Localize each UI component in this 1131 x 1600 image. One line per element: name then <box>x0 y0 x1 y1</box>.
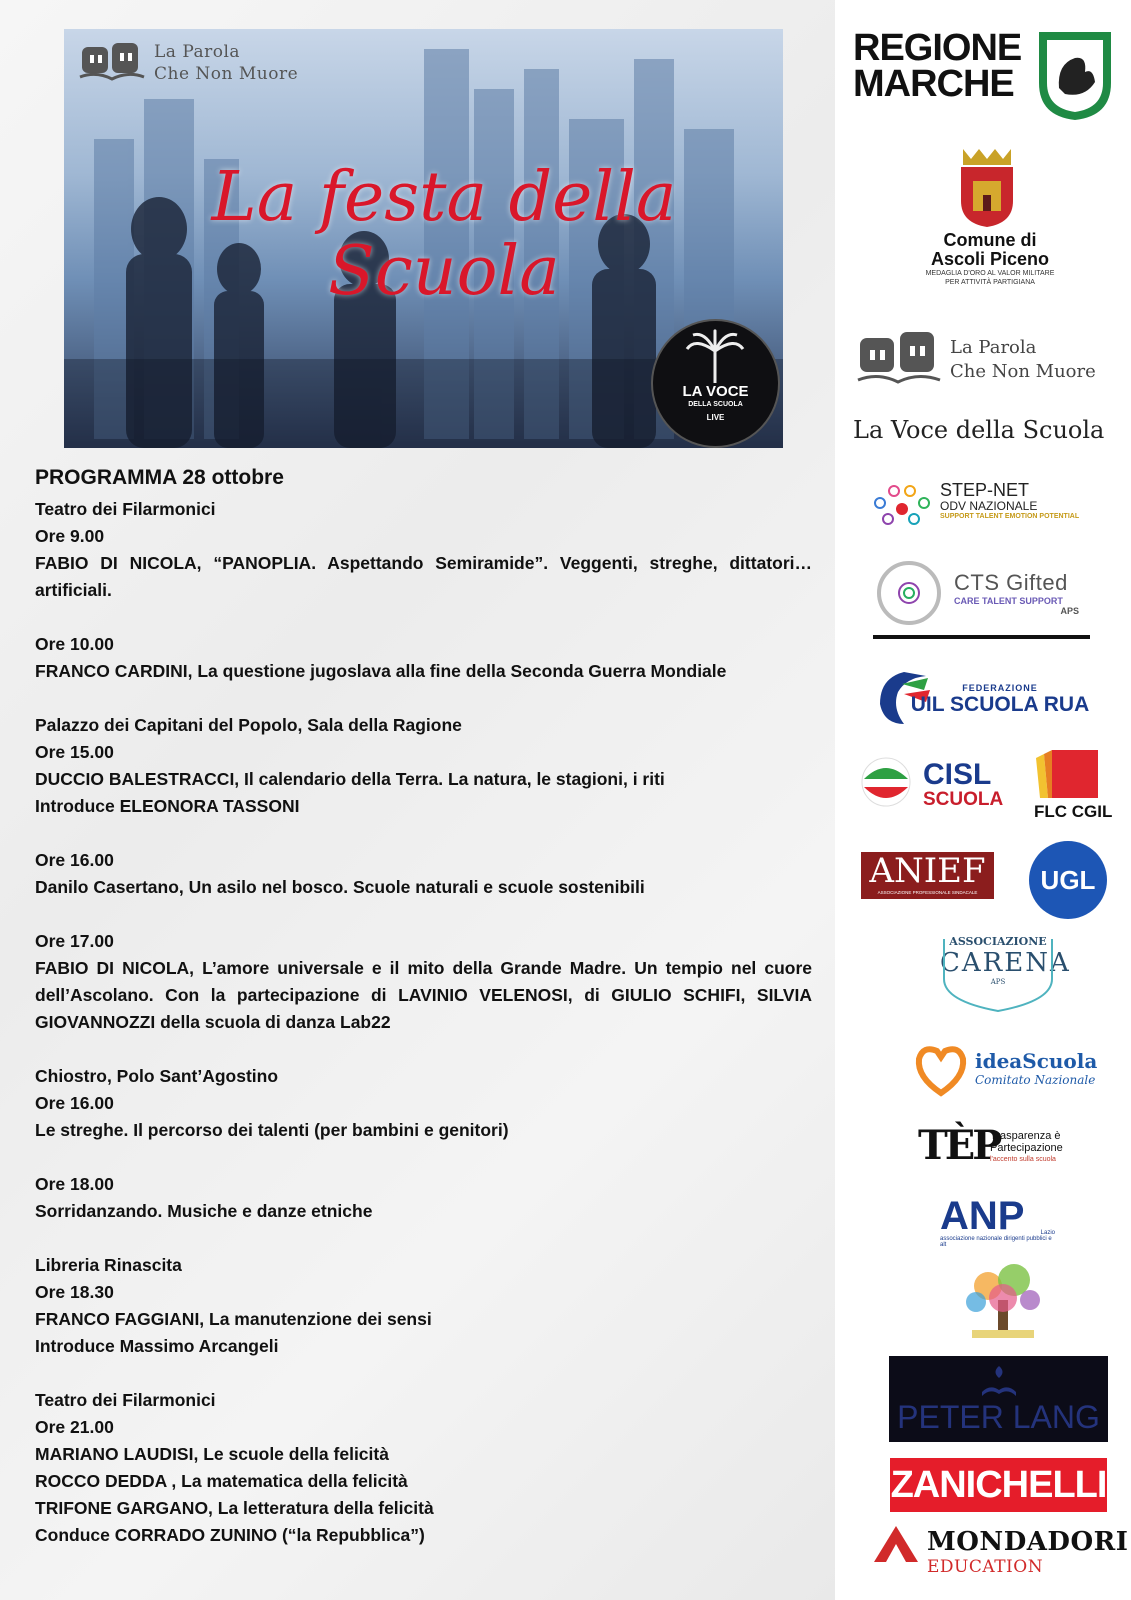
spacer <box>35 1360 812 1387</box>
ideascuola-heart-icon <box>913 1037 969 1099</box>
time-line: Ore 18.00 <box>35 1174 114 1194</box>
time-line: Ore 16.00 <box>35 850 114 870</box>
spacer <box>35 1225 812 1252</box>
parola-logo-icon <box>78 39 146 87</box>
event-line: Sorridanzando. Musiche e danze etniche <box>35 1201 373 1221</box>
banner-logo-line2: Che Non Muore <box>154 64 299 84</box>
step-text-2: ODV NAZIONALE <box>940 499 1038 513</box>
cts-text-1: CTS Gifted <box>954 570 1068 595</box>
introducer-line: Introduce Massimo Arcangeli <box>35 1336 279 1356</box>
event-line: FABIO DI NICOLA, “PANOPLIA. Aspettando Semiramide”. Veggenti, streghe, dittatori… artificiali. <box>35 553 812 600</box>
parola-logo <box>950 336 1096 384</box>
step-net-brain-icon <box>870 481 934 535</box>
tep-logo <box>990 1130 1063 1166</box>
mondadori-text-2: EDUCATION <box>927 1557 1044 1577</box>
comune-text-3: MEDAGLIA D'ORO AL VALOR MILITARE <box>925 270 1055 277</box>
event-title <box>174 158 714 311</box>
event-line: FABIO DI NICOLA, L’amore universale e il mito della Grande Madre. Un tempio nel cuore dell’Ascolano. Con la partecipazione di LAVINIO VELENOSI, di GIULIO SCHIFI, SILVIA GIOVANNOZZI della scuola di danza Lab22 <box>35 958 812 1032</box>
parola-text-2: Che Non Muore <box>950 361 1096 382</box>
spacer <box>35 901 812 928</box>
introducer-line: Introduce ELEONORA TASSONI <box>35 796 300 816</box>
spacer <box>35 1036 812 1063</box>
step-text-1: STEP-NET <box>940 480 1030 500</box>
flc-cgil-logo: FLC CGIL <box>1034 802 1113 821</box>
uil-text-2: UIL SCUOLA RUA <box>910 693 1090 716</box>
carena-text-1: ASSOCIAZIONE <box>949 935 1047 948</box>
time-line: Ore 16.00 <box>35 1093 114 1113</box>
venue-line: Chiostro, Polo Sant’Agostino <box>35 1066 279 1086</box>
spacer <box>35 820 812 847</box>
peter-lang-book-icon <box>978 1362 1020 1400</box>
program-section <box>35 466 812 1549</box>
ascoli-coat-of-arms-icon <box>955 145 1019 229</box>
event-line: DUCCIO BALESTRACCI, Il calendario della Terra. La natura, le stagioni, i riti <box>35 769 665 789</box>
venue-line: Teatro dei Filarmonici <box>35 499 216 519</box>
comune-ascoli-logo <box>905 231 1075 287</box>
tep-text-4: l'accento sulla scuola <box>990 1156 1056 1163</box>
flc-cgil-flag-icon <box>1030 748 1100 800</box>
cts-gifted-logo <box>954 570 1079 616</box>
carena-shield-outline-icon <box>940 935 1071 1015</box>
uil-text-1: FEDERAZIONE <box>962 683 1038 693</box>
time-line: Ore 10.00 <box>35 634 114 654</box>
venue-line: Libreria Rinascita <box>35 1255 182 1275</box>
comune-text-2: Ascoli Piceno <box>930 249 1050 269</box>
event-line: TRIFONE GARGANO, La letteratura della felicità <box>35 1498 434 1518</box>
time-line: Ore 17.00 <box>35 931 114 951</box>
comune-text-4: PER ATTIVITÀ PARTIGIANA <box>945 279 1035 286</box>
cisl-flag-icon <box>860 755 912 809</box>
spacer <box>35 1144 812 1171</box>
event-line: Danilo Casertano, Un asilo nel bosco. Scuole naturali e scuole sostenibili <box>35 877 645 897</box>
anp-text-1: ANP <box>940 1194 1025 1238</box>
cts-gifted-circle-icon <box>876 560 942 626</box>
divider <box>873 635 1090 639</box>
mondadori-logo <box>927 1527 1128 1577</box>
anief-text-1: ANIEF <box>869 851 986 891</box>
time-line: Ore 9.00 <box>35 526 105 546</box>
carena-text-2: CARENA <box>940 948 1071 978</box>
regione-text-2: MARCHE <box>853 63 1014 105</box>
event-line: Le streghe. Il percorso dei talenti (per bambini e genitori) <box>35 1120 509 1140</box>
cisl-text-2: SCUOLA <box>923 789 1004 810</box>
step-text-3: SUPPORT TALENT EMOTION POTENTIAL <box>940 513 1080 520</box>
idea-text-2: Comitato Nazionale <box>975 1073 1096 1087</box>
anief-logo <box>861 852 994 899</box>
voce-live-badge <box>651 319 780 448</box>
event-line: MARIANO LAUDISI, Le scuole della felicità <box>35 1444 389 1464</box>
time-line: Ore 15.00 <box>35 742 114 762</box>
spacer <box>35 604 812 631</box>
uil-scuola-logo <box>905 683 1095 717</box>
tep-mark: TÈP <box>918 1122 1000 1169</box>
mondadori-triangle-icon <box>872 1524 922 1564</box>
venue-line: Teatro dei Filarmonici <box>35 1390 216 1410</box>
mondadori-text-1: MONDADORI <box>927 1527 1129 1557</box>
badge-line3: LIVE <box>706 413 725 422</box>
anief-text-2: ASSOCIAZIONE PROFESSIONALE SINDACALE <box>877 890 978 895</box>
time-line: Ore 18.30 <box>35 1282 114 1302</box>
regione-marche-logo <box>853 27 1022 105</box>
host-line: Conduce CORRADO ZUNINO (“la Repubblica”) <box>35 1525 425 1545</box>
peter-lang-logo: PETER LANG <box>889 1356 1108 1442</box>
tep-text-3: Partecipazione <box>990 1142 1063 1154</box>
regione-marche-shield-icon <box>1035 28 1115 123</box>
event-title-line2: Scuola <box>328 232 560 311</box>
idea-text-1: ideaScuola <box>975 1049 1098 1073</box>
cts-text-3: APS <box>1060 606 1079 616</box>
time-line: Ore 21.00 <box>35 1417 114 1437</box>
tep-text-2: Trasparenza è <box>990 1130 1061 1142</box>
cts-text-2: CARE TALENT SUPPORT <box>954 596 1063 606</box>
carena-text-3: APS <box>990 978 1006 986</box>
regione-text-1: REGIONE <box>853 27 1022 69</box>
venue-line: Palazzo dei Capitani del Popolo, Sala della Ragione <box>35 715 462 735</box>
anp-text-2: associazione nazionale dirigenti pubblici e alt <box>940 1236 1052 1248</box>
parola-text-1: La Parola <box>950 337 1037 358</box>
anp-logo <box>940 1196 1055 1248</box>
event-title-line1: La festa della <box>211 158 677 237</box>
event-line: FRANCO CARDINI, La questione jugoslava alla fine della Seconda Guerra Mondiale <box>35 661 727 681</box>
step-net-logo <box>940 481 1079 520</box>
zanichelli-logo: ZANICHELLI <box>890 1458 1107 1512</box>
event-line: ROCCO DEDDA , La matematica della felicità <box>35 1471 408 1491</box>
badge-line2: DELLA SCUOLA <box>688 401 743 408</box>
program-heading: PROGRAMMA 28 ottobre <box>35 466 284 489</box>
banner-logo <box>78 39 298 87</box>
ugl-logo: UGL <box>1029 841 1107 919</box>
cisl-scuola-logo <box>923 760 1003 810</box>
banner-logo-line1: La Parola <box>154 42 241 62</box>
la-voce-della-scuola-logo: La Voce della Scuola <box>853 416 1105 444</box>
ideascuola-logo <box>975 1049 1097 1087</box>
parola-logo-icon <box>856 330 942 392</box>
anp-text-3: Lazio <box>1040 1230 1055 1236</box>
badge-line1: LA VOCE <box>682 383 749 400</box>
event-banner <box>64 29 783 448</box>
cisl-text-1: CISL <box>923 758 992 791</box>
spacer <box>35 685 812 712</box>
comune-text-1: Comune di <box>943 230 1037 250</box>
colorful-tree-icon <box>958 1258 1048 1340</box>
palm-tree-icon <box>685 329 745 385</box>
event-line: FRANCO FAGGIANI, La manutenzione dei sensi <box>35 1309 432 1329</box>
